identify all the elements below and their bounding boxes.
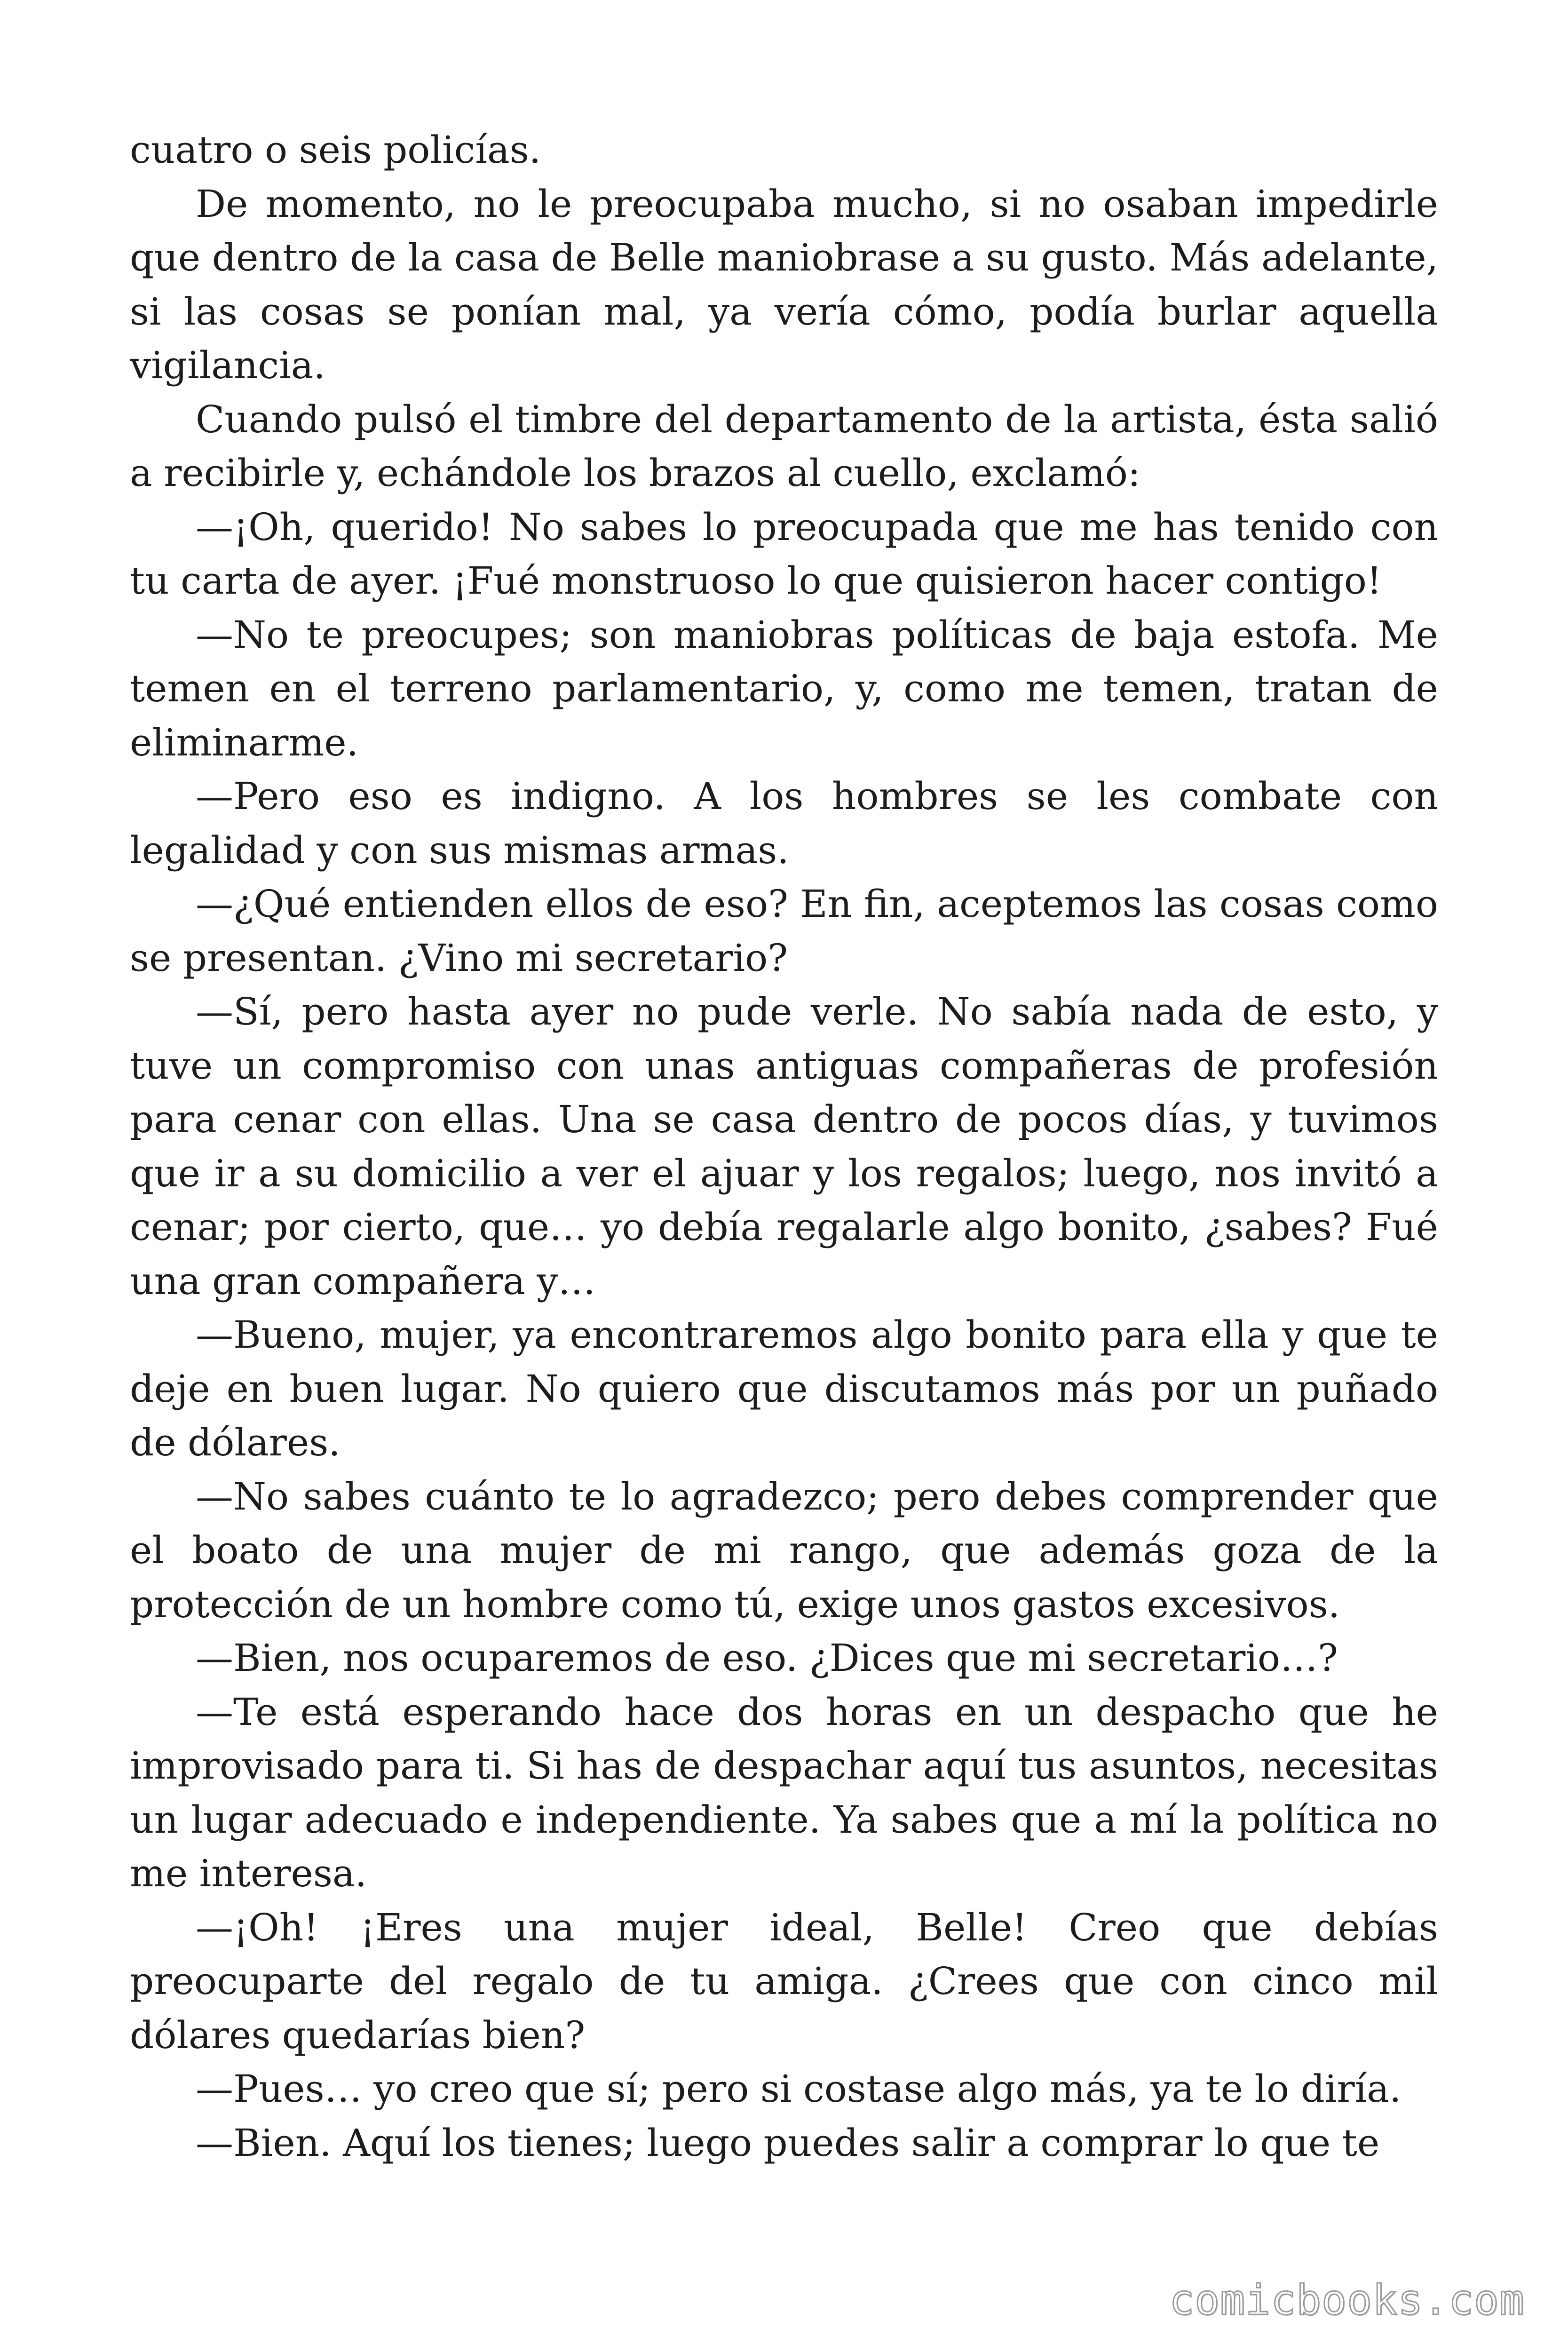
paragraph: —Bien. Aquí los tienes; luego puedes salir a comprar lo que te xyxy=(196,2121,1380,2165)
paragraph: —Pues… yo creo que sí; pero si costase algo más, ya te lo diría. xyxy=(196,2067,1402,2111)
paragraph: —Bueno, mujer, ya encontraremos algo bonito para ella y que te deje en buen lugar. No quiero que discutamos más por un puñado de dólares. xyxy=(130,1313,1438,1464)
paragraph: —No sabes cuánto te lo agradezco; pero debes comprender que el boato de una mujer de mi rango, que además goza de la protección de un hombre como tú, exige unos gastos excesivos. xyxy=(130,1474,1438,1626)
paragraph: —No te preocupes; son maniobras políticas de baja estofa. Me temen en el terreno parlamentario, y, como me temen, tratan de eliminarme. xyxy=(130,612,1438,764)
paragraph: —¿Qué entienden ellos de eso? En fin, aceptemos las cosas como se presentan. ¿Vino mi secretario? xyxy=(130,882,1438,980)
paragraph: —¡Oh! ¡Eres una mujer ideal, Belle! Creo que debías preocuparte del regalo de tu amiga. ¿Crees que con cinco mil dólares quedarías bien? xyxy=(130,1905,1438,2057)
paragraph: cuatro o seis policías. xyxy=(130,128,541,172)
paragraph: —¡Oh, querido! No sabes lo preocupada que me has tenido con tu carta de ayer. ¡Fué monstruoso lo que quisieron hacer contigo! xyxy=(130,505,1438,603)
paragraph: —Pero eso es indigno. A los hombres se les combate con legalidad y con sus mismas armas. xyxy=(130,774,1438,872)
paragraph: Cuando pulsó el timbre del departamento de la artista, ésta salió a recibirle y, echándole los brazos al cuello, exclamó: xyxy=(130,397,1438,495)
paragraph: —Sí, pero hasta ayer no pude verle. No sabía nada de esto, y tuve un compromiso con unas antiguas compañeras de profesión para cenar con ellas. Una se casa dentro de pocos días, y tuvimos que ir a su domicilio a ver el ajuar y los regalos; luego, nos invitó a cenar; por cierto, que… yo debía regalarle algo bonito, ¿sabes? Fué una gran compañera y… xyxy=(130,990,1438,1303)
paragraph: —Te está esperando hace dos horas en un despacho que he improvisado para ti. Si has de despachar aquí tus asuntos, necesitas un lugar adecuado e independiente. Ya sabes que a mí la política no me interesa. xyxy=(130,1690,1438,1895)
paragraph: —Bien, nos ocuparemos de eso. ¿Dices que mi secretario…? xyxy=(196,1636,1338,1680)
watermark: comicbooks.com xyxy=(1169,2276,1525,2324)
paragraph: De momento, no le preocupaba mucho, si no osaban impedirle que dentro de la casa de Belle maniobrase a su gusto. Más adelante, si las cosas se ponían mal, ya vería cómo, podía burlar aquella vigilancia. xyxy=(130,182,1438,387)
body-text xyxy=(130,123,1438,2170)
